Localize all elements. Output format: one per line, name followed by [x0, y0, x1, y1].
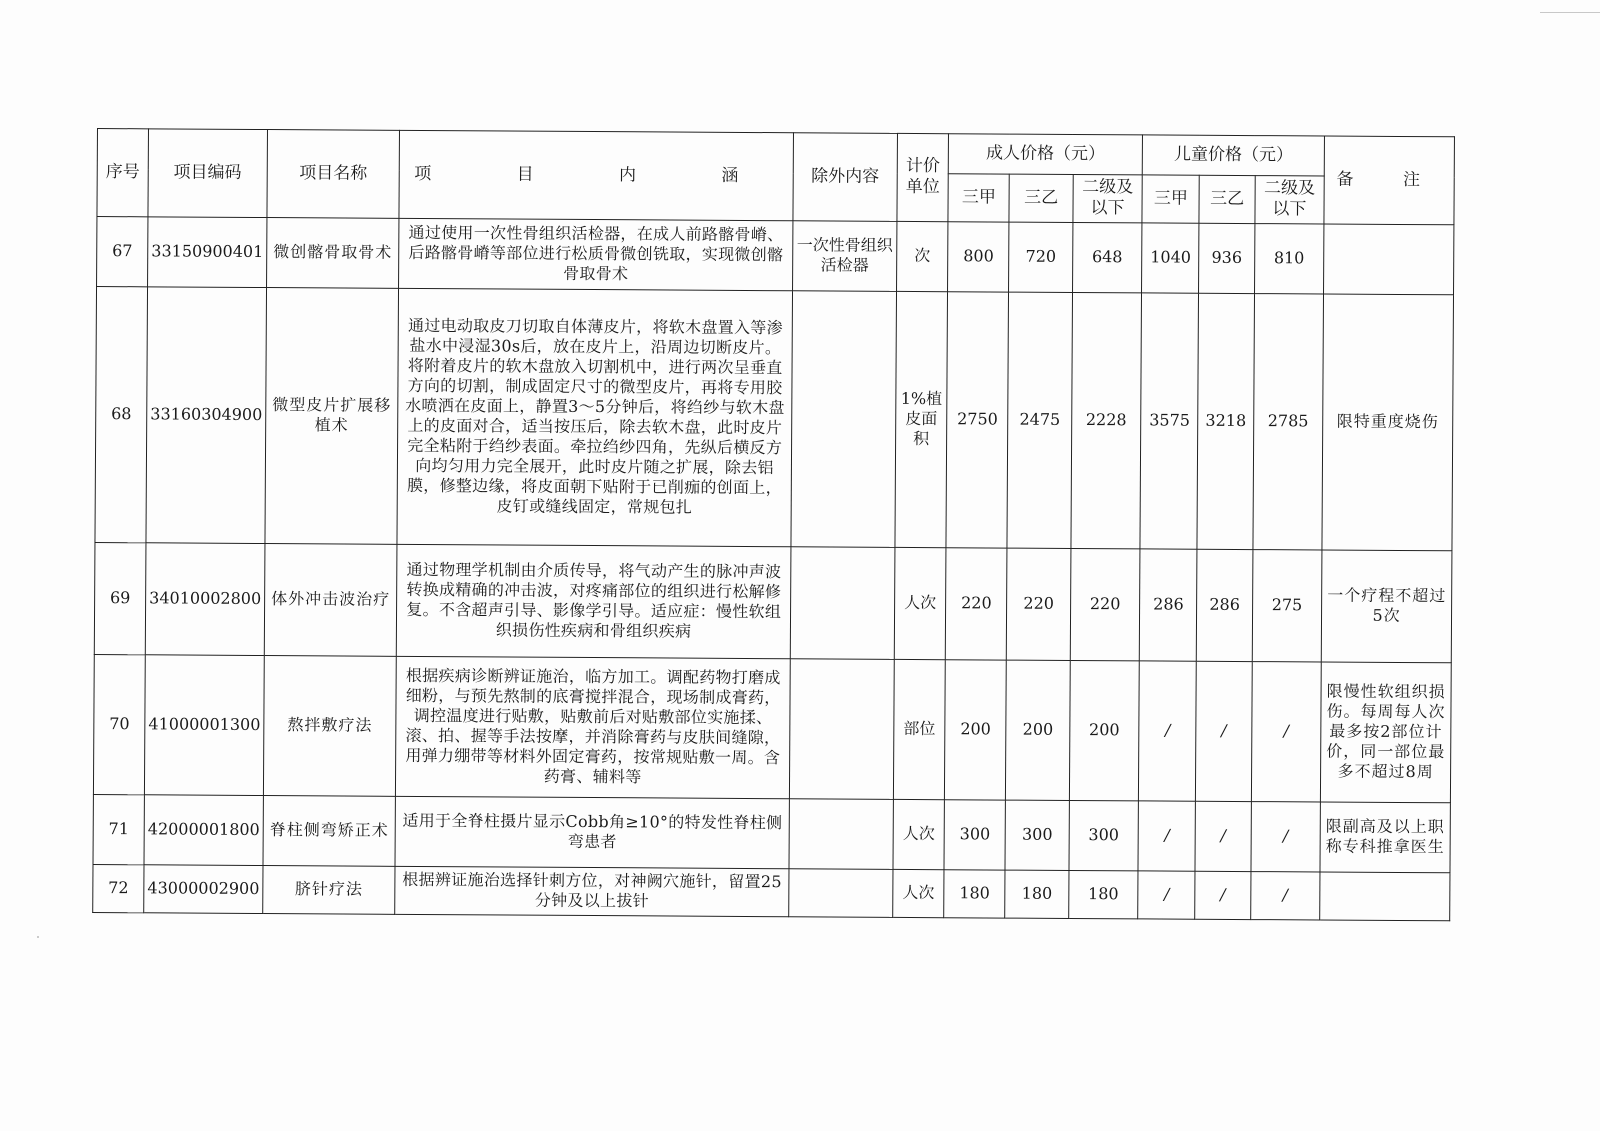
row-name: 微创髂骨取骨术 [266, 217, 399, 288]
row-content: 通过电动取皮刀切取自体薄皮片，将软木盘置入等渗盐水中浸湿30s后，放在皮片上，沿周边切断皮片。将附着皮片的软木盘放入切割机中，进行两次呈垂直方向的切割，制成固定尺寸的微型皮片，再将专用胶水喷洒在皮面上，静置3～5分钟后，将绉纱与软木盘上的皮面对合，适当按压后，除去软木盘，此时皮片完全粘附于绉纱表面。牵拉绉纱四角，先纵后横反方向均匀用力完全展开，此时皮片随之扩展，除去铝膜，修整边缘，将皮面朝下贴附于已削痂的创面上，皮钉或缝线固定，常规包扎 [397, 288, 792, 546]
row-name: 脐针疗法 [262, 865, 395, 914]
child-price-2: / [1251, 661, 1321, 801]
row-note [1324, 223, 1454, 294]
row-exclusions [790, 546, 895, 659]
row-name: 熬拌敷疗法 [263, 655, 397, 796]
row-seq: 71 [93, 794, 145, 864]
row-seq: 69 [94, 542, 146, 654]
row-note: 一个疗程不超过5次 [1321, 549, 1452, 662]
row-exclusions: 一次性骨组织活检器 [792, 220, 897, 291]
header-adult-grade-2: 二级及以下 [1073, 174, 1143, 222]
adult-price-a3: 2750 [946, 291, 1009, 547]
row-note: 限慢性软组织损伤。每周每人次最多按2部位计价，同一部位最多不超过8周 [1321, 661, 1452, 802]
child-price-a3: 286 [1140, 548, 1198, 660]
adult-price-b3: 200 [1006, 660, 1070, 800]
adult-price-2: 220 [1070, 548, 1140, 660]
adult-price-2: 200 [1069, 660, 1139, 800]
child-price-2: 810 [1254, 223, 1324, 293]
row-note: 限特重度烧伤 [1322, 293, 1453, 550]
medical-fee-table [92, 128, 1455, 921]
table-row [95, 286, 1454, 550]
row-exclusions [791, 290, 897, 547]
row-content: 根据疾病诊断辨证施治，临方加工。调配药物打磨成细粉，与预先熬制的底膏搅拌混合，现场制成膏药，调控温度进行贴敷，贴敷前后对贴敷部位实施揉、滚、拍、握等手法按摩，并消除膏药与皮肤间缝隙，用弹力绷带等材料外固定膏药，按常规贴敷一周。含药膏、辅料等 [396, 656, 790, 798]
row-unit: 人次 [893, 869, 944, 917]
adult-price-a3: 220 [945, 547, 1007, 659]
table-row [93, 794, 1450, 872]
child-price-2: / [1250, 871, 1320, 919]
row-seq: 72 [93, 864, 144, 912]
child-price-a3: / [1139, 660, 1197, 800]
header-code: 项目编码 [148, 129, 267, 217]
row-note: 限副高及以上职称专科推拿医生 [1320, 801, 1450, 872]
child-price-a3: / [1138, 800, 1196, 870]
header-note: 备 注 [1324, 136, 1454, 224]
row-unit: 1%植皮面积 [895, 291, 948, 547]
child-price-b3: 936 [1199, 223, 1255, 293]
header-child-grade-2: 二级及以下 [1255, 176, 1325, 224]
child-price-b3: / [1195, 871, 1250, 919]
adult-price-a3: 200 [945, 659, 1007, 799]
adult-price-a3: 800 [948, 221, 1010, 291]
row-name: 微型皮片扩展移植术 [265, 287, 399, 544]
row-unit: 次 [897, 221, 949, 291]
adult-price-b3: 300 [1005, 800, 1069, 870]
row-exclusions [789, 658, 894, 799]
child-price-a3: / [1138, 870, 1196, 918]
child-price-2: 2785 [1253, 293, 1324, 549]
header-adult-price: 成人价格（元） [948, 134, 1142, 175]
row-exclusions [789, 798, 894, 869]
header-child-price: 儿童价格（元） [1142, 135, 1324, 176]
table-row [97, 216, 1454, 294]
adult-price-2: 2228 [1071, 292, 1142, 548]
adult-price-2: 300 [1069, 800, 1139, 870]
row-code: 33150900401 [148, 216, 267, 287]
adult-price-b3: 720 [1009, 222, 1073, 292]
child-price-b3: / [1196, 661, 1252, 801]
child-price-a3: 1040 [1142, 222, 1200, 292]
row-seq: 67 [97, 216, 149, 286]
page-corner-line [1540, 0, 1600, 13]
adult-price-a3: 180 [944, 869, 1006, 917]
child-price-2: / [1251, 801, 1321, 871]
adult-price-b3: 2475 [1007, 292, 1072, 548]
row-content: 适用于全脊柱摄片显示Cobb角≥10°的特发性脊柱侧弯患者 [395, 796, 789, 868]
header-unit: 计价单位 [897, 133, 949, 221]
child-price-2: 275 [1252, 549, 1322, 661]
row-content: 根据辨证施治选择针刺方位，对神阙穴施针，留置25分钟及以上拔针 [395, 866, 789, 916]
adult-price-b3: 220 [1007, 548, 1071, 660]
row-unit: 部位 [893, 659, 945, 799]
row-seq: 68 [95, 286, 148, 542]
row-unit: 人次 [894, 547, 946, 659]
header-exclusions: 除外内容 [793, 133, 898, 221]
table-row [93, 654, 1451, 802]
header-child-grade-b3: 三乙 [1199, 175, 1254, 223]
row-code: 41000001300 [145, 654, 264, 795]
row-exclusions [789, 868, 894, 917]
row-content: 通过物理学机制由介质传导，将气动产生的脉冲声波转换成精确的冲击波，对疼痛部位的组织进行松解修复。不含超声引导、影像学引导。适应症：慢性软组织损伤性疾病和骨组织疾病 [397, 544, 791, 658]
row-note [1320, 871, 1450, 920]
child-price-b3: 286 [1197, 549, 1253, 661]
adult-price-a3: 300 [944, 799, 1006, 869]
header-child-grade-a3: 三甲 [1142, 175, 1200, 223]
header-adult-grade-b3: 三乙 [1009, 174, 1073, 222]
row-name: 体外冲击波治疗 [264, 543, 398, 656]
table-row [94, 542, 1452, 662]
child-price-b3: 3218 [1197, 293, 1254, 549]
row-code: 42000001800 [144, 794, 263, 865]
child-price-b3: / [1195, 801, 1251, 871]
header-seq: 序号 [97, 129, 149, 217]
table-row [93, 864, 1450, 920]
adult-price-b3: 180 [1005, 870, 1069, 918]
adult-price-2: 648 [1072, 222, 1142, 292]
row-name: 脊柱侧弯矫正术 [263, 795, 396, 866]
row-code: 33160304900 [146, 286, 266, 543]
row-content: 通过使用一次性骨组织活检器，在成人前路髂骨嵴、后路髂骨嵴等部位进行松质骨微创铣取，实现微创髂骨取骨术 [399, 218, 793, 290]
header-content: 项 目 内 涵 [399, 130, 793, 220]
child-price-a3: 3575 [1140, 292, 1199, 548]
header-adult-grade-a3: 三甲 [948, 174, 1010, 222]
header-name: 项目名称 [267, 130, 400, 218]
adult-price-2: 180 [1068, 870, 1138, 918]
scan-speck [37, 936, 39, 938]
row-seq: 70 [93, 654, 145, 794]
row-unit: 人次 [893, 799, 945, 869]
row-code: 43000002900 [144, 864, 263, 913]
row-code: 34010002800 [145, 542, 264, 655]
